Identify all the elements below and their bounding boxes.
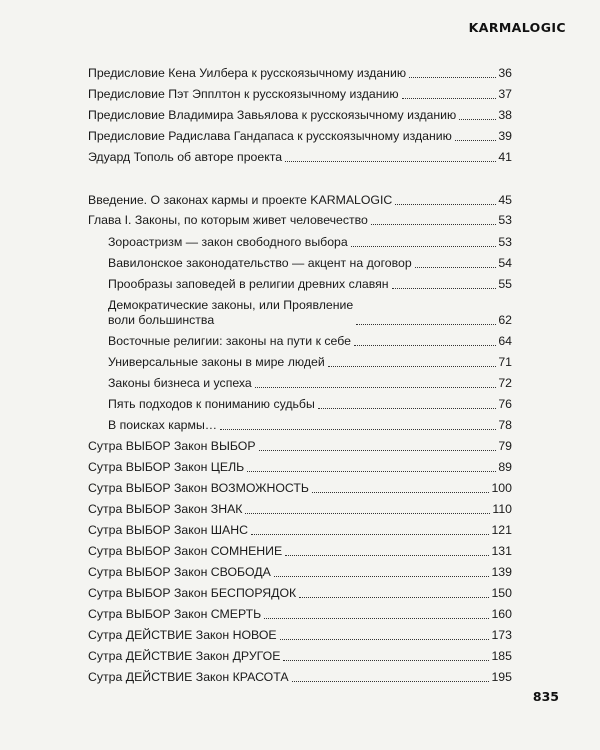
toc-entry-page: 195 (491, 670, 512, 684)
toc-entry-title: Сутра ВЫБОР Закон ЗНАК (88, 502, 243, 516)
toc-entry-title: Предисловие Радислава Гандапаса к русскоязычному изданию (88, 129, 452, 143)
toc-entry-sutra[interactable] (88, 523, 512, 538)
dot-leader (409, 76, 496, 78)
toc-entry-sutra[interactable] (88, 439, 512, 454)
toc-entry-title: Законы бизнеса и успеха (108, 376, 252, 390)
toc-section-babylon[interactable] (88, 256, 512, 271)
dot-leader (328, 365, 497, 367)
toc-entry-page: 38 (498, 108, 512, 122)
toc-entry-title: Прообразы заповедей в религии древних славян (108, 277, 389, 291)
dot-leader (251, 533, 489, 535)
toc-entry-page: 72 (498, 376, 512, 390)
toc-entry-sutra[interactable] (88, 565, 512, 580)
toc-entry-page: 37 (498, 87, 512, 101)
dot-leader (415, 266, 497, 268)
dot-leader (255, 386, 497, 388)
dot-leader (356, 323, 496, 325)
toc-entry-title: Универсальные законы в мире людей (108, 355, 325, 369)
dot-leader (459, 118, 496, 120)
toc-entry-page: 45 (498, 193, 512, 207)
dot-leader (392, 287, 497, 289)
toc-entry-title (108, 298, 353, 328)
dot-leader (285, 160, 496, 162)
toc-entry-title: В поисках кармы… (108, 418, 218, 432)
toc-entry-page: 54 (498, 256, 512, 270)
dot-leader (395, 203, 496, 205)
toc-entry-page: 64 (498, 334, 512, 348)
table-of-contents (88, 66, 512, 685)
toc-entry-page: 131 (491, 544, 512, 558)
toc-entry-page: 78 (498, 418, 512, 432)
toc-entry-sutra[interactable] (88, 607, 512, 622)
toc-entry-title: Пять подходов к пониманию судьбы (108, 397, 315, 411)
running-header: KARMALOGIC (468, 20, 566, 35)
toc-section-democracy[interactable] (88, 298, 512, 328)
toc-entry-sutra[interactable] (88, 586, 512, 601)
dot-leader (299, 596, 489, 598)
toc-entry-foreword-gandapas[interactable] (88, 129, 512, 144)
toc-entry-title: Сутра ДЕЙСТВИЕ Закон КРАСОТА (88, 670, 289, 684)
toc-entry-title: Сутра ВЫБОР Закон ВЫБОР (88, 439, 256, 453)
toc-section-fate[interactable] (88, 397, 512, 412)
dot-leader (312, 491, 490, 493)
toc-entry-title: Сутра ДЕЙСТВИЕ Закон НОВОЕ (88, 628, 277, 642)
toc-entry-title: Сутра ВЫБОР Закон СВОБОДА (88, 565, 271, 579)
toc-entry-page: 79 (498, 439, 512, 453)
toc-section-eastern-religions[interactable] (88, 334, 512, 349)
toc-entry-page: 36 (498, 66, 512, 80)
toc-entry-page: 173 (491, 628, 512, 642)
toc-entry-title: Сутра ДЕЙСТВИЕ Закон ДРУГОЕ (88, 649, 281, 663)
toc-entry-sutra[interactable] (88, 649, 512, 664)
toc-section-karma-search[interactable] (88, 418, 512, 433)
toc-entry-title: Предисловие Владимира Завьялова к русскоязычному изданию (88, 108, 457, 122)
toc-entry-sutra[interactable] (88, 460, 512, 475)
toc-entry-page: 62 (498, 313, 512, 327)
toc-entry-title: Сутра ВЫБОР Закон БЕСПОРЯДОК (88, 586, 297, 600)
toc-section-universal-laws[interactable] (88, 355, 512, 370)
toc-entry-page: 76 (498, 397, 512, 411)
toc-entry-sutra[interactable] (88, 628, 512, 643)
toc-section-zoroastrianism[interactable] (88, 235, 512, 250)
toc-entry-title: Сутра ВЫБОР Закон СОМНЕНИЕ (88, 544, 283, 558)
toc-entry-page: 41 (498, 150, 512, 164)
dot-leader (220, 428, 496, 430)
dot-leader (285, 554, 489, 556)
toc-entry-foreword-wilber[interactable] (88, 66, 512, 81)
dot-leader (264, 617, 489, 619)
toc-entry-title: Восточные религии: законы на пути к себе (108, 334, 351, 348)
toc-entry-sutra[interactable] (88, 670, 512, 685)
toc-entry-title: Сутра ВЫБОР Закон СМЕРТЬ (88, 607, 262, 621)
toc-entry-title: Сутра ВЫБОР Закон ВОЗМОЖНОСТЬ (88, 481, 309, 495)
toc-entry-intro[interactable] (88, 193, 512, 208)
toc-entry-title: Предисловие Пэт Эпплтон к русскоязычному изданию (88, 87, 399, 101)
toc-entry-page: 71 (498, 355, 512, 369)
toc-entry-title: Предисловие Кена Уилбера к русскоязычному изданию (88, 66, 407, 80)
toc-entry-page: 39 (498, 129, 512, 143)
dot-leader (259, 449, 497, 451)
dot-leader (280, 638, 490, 640)
toc-entry-page: 100 (491, 481, 512, 495)
toc-entry-page: 160 (491, 607, 512, 621)
toc-entry-page: 53 (498, 213, 512, 227)
toc-entry-title: Вавилонское законодательство — акцент на договор (108, 256, 412, 270)
dot-leader (371, 223, 496, 225)
toc-entry-title: Эдуард Тополь об авторе проекта (88, 150, 283, 164)
dot-leader (245, 512, 490, 514)
dot-leader (283, 659, 489, 661)
toc-entry-sutra[interactable] (88, 502, 512, 517)
toc-entry-page: 55 (498, 277, 512, 291)
toc-entry-foreword-appleton[interactable] (88, 87, 512, 102)
toc-entry-chapter-1[interactable] (88, 213, 512, 228)
toc-entry-title: Зороастризм — закон свободного выбора (108, 235, 348, 249)
toc-entry-page: 53 (498, 235, 512, 249)
toc-entry-page: 139 (491, 565, 512, 579)
dot-leader (274, 575, 490, 577)
toc-entry-title: Введение. О законах кармы и проекте KARMALOGIC (88, 193, 393, 207)
dot-leader (354, 344, 496, 346)
dot-leader (402, 97, 497, 99)
dot-leader (292, 680, 490, 682)
toc-entry-title: Глава I. Законы, по которым живет человечество (88, 213, 368, 227)
dot-leader (455, 139, 496, 141)
toc-entry-topol[interactable] (88, 150, 512, 165)
toc-entry-title: Сутра ВЫБОР Закон ШАНС (88, 523, 249, 537)
toc-entry-sutra[interactable] (88, 544, 512, 559)
dot-leader (247, 470, 496, 472)
page-number: 835 (532, 689, 559, 704)
toc-entry-page: 150 (491, 586, 512, 600)
toc-entry-title: Сутра ВЫБОР Закон ЦЕЛЬ (88, 460, 245, 474)
toc-entry-page: 89 (498, 460, 512, 474)
toc-section-business[interactable] (88, 376, 512, 391)
dot-leader (318, 407, 497, 409)
dot-leader (351, 245, 497, 247)
toc-entry-page: 185 (491, 649, 512, 663)
toc-entry-title-line1: Демократические законы, или Проявление (108, 298, 354, 312)
toc-entry-foreword-zavyalov[interactable] (88, 108, 512, 123)
toc-entry-sutra[interactable] (88, 481, 512, 496)
toc-entry-page: 110 (492, 502, 512, 516)
toc-entry-page: 121 (491, 523, 512, 537)
toc-section-slavs[interactable] (88, 277, 512, 292)
toc-entry-title-line2: воли большинства (108, 313, 215, 327)
